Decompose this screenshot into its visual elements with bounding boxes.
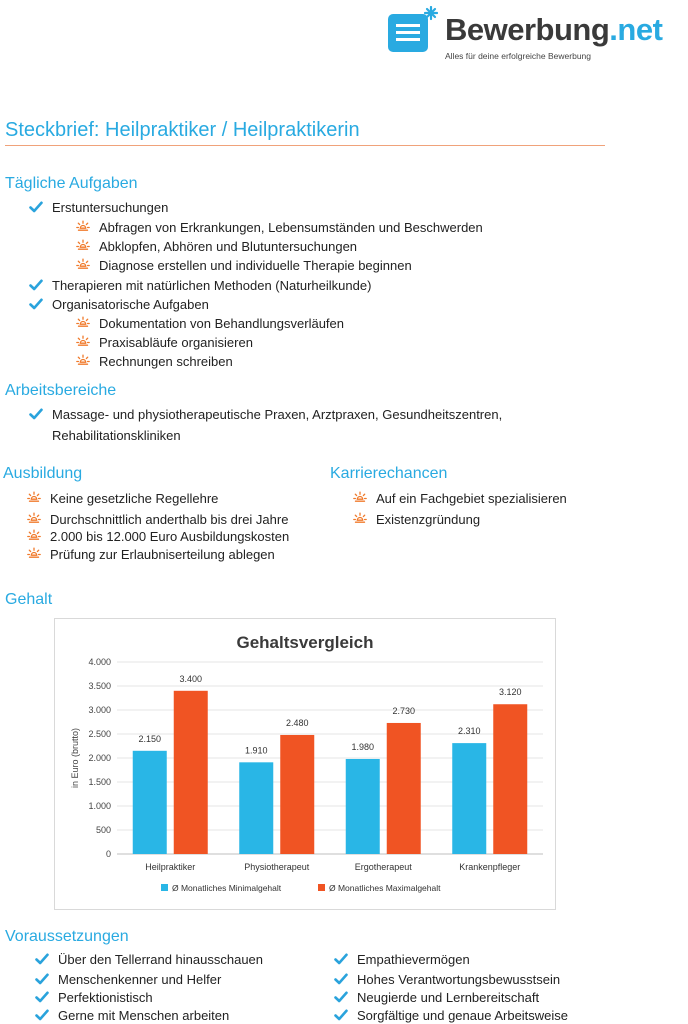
list-item (76, 314, 344, 332)
list-item (76, 333, 253, 351)
sun-bullet-icon (76, 220, 90, 234)
list-item-text: Therapieren mit natürlichen Methoden (Naturheilkunde) (52, 277, 372, 293)
list-item (334, 988, 539, 1006)
bar-min (133, 751, 167, 854)
list-item (35, 970, 221, 988)
checkmark-icon (35, 990, 49, 1004)
list-item (29, 295, 209, 313)
list-item-text: Über den Tellerrand hinausschauen (58, 951, 264, 967)
list-item (353, 489, 567, 507)
list-item (334, 970, 560, 988)
y-tick-label: 0 (105, 849, 111, 859)
sun-bullet-icon (76, 354, 90, 368)
sun-bullet-icon (76, 258, 90, 272)
list-item (76, 352, 233, 370)
brand-name: Bewerbung.net (445, 12, 663, 47)
page-title: Steckbrief: Heilpraktiker / Heilpraktikerin (5, 119, 360, 141)
y-axis-label: in Euro (brutto) (70, 727, 80, 789)
checkmark-icon (29, 200, 43, 214)
sun-bullet-icon (76, 335, 90, 349)
list-item-text: Sorgfältige und genaue Arbeitsweise (357, 1007, 569, 1023)
list-item (27, 545, 275, 563)
data-label: 1.980 (351, 741, 375, 752)
list-item-text: Dokumentation von Behandlungsverläufen (99, 315, 345, 331)
checkmark-icon (29, 278, 43, 292)
bar-min (239, 762, 273, 854)
list-item-text: Existenzgründung (376, 511, 481, 527)
y-tick-label: 3.500 (88, 681, 111, 691)
list-item (353, 510, 480, 528)
chart-title: Gehaltsvergleich (236, 633, 374, 652)
data-label: 2.730 (392, 705, 416, 716)
x-tick-label: Physiotherapeut (244, 862, 310, 872)
legend-swatch (318, 884, 325, 891)
list-item-text: Rechnungen schreiben (99, 353, 233, 369)
x-tick-label: Krankenpfleger (459, 862, 521, 872)
list-item (35, 988, 153, 1006)
sun-bullet-icon (76, 316, 90, 330)
bar-max (280, 735, 314, 854)
data-label: 2.150 (138, 733, 162, 744)
work-areas-heading: Arbeitsbereiche (5, 382, 117, 399)
legend-label: Ø Monatliches Maximalgehalt (329, 883, 441, 893)
list-item-text: Prüfung zur Erlaubniserteilung ablegen (50, 546, 275, 562)
title-divider (5, 145, 605, 146)
checkmark-icon (334, 952, 348, 966)
list-item-text: 2.000 bis 12.000 Euro Ausbildungskosten (50, 528, 290, 544)
y-tick-label: 500 (95, 825, 111, 835)
data-label: 3.400 (179, 673, 203, 684)
brand-logo-icon (388, 6, 438, 54)
list-item-text: Perfektionistisch (58, 989, 153, 1005)
checkmark-icon (29, 407, 43, 421)
sun-bullet-icon (27, 529, 41, 543)
sun-bullet-icon (27, 547, 41, 561)
sun-bullet-icon (27, 491, 41, 505)
list-item (76, 256, 412, 274)
data-label: 1.910 (244, 745, 268, 756)
list-item (27, 489, 218, 507)
daily-tasks-heading: Tägliche Aufgaben (5, 175, 138, 192)
list-item-text: Praxisabläufe organisieren (99, 334, 253, 350)
list-item-text: Erstuntersuchungen (52, 199, 169, 215)
career-heading: Karrierechancen (330, 465, 448, 482)
data-label: 3.120 (498, 687, 522, 698)
list-item (76, 218, 483, 236)
list-item (27, 510, 288, 528)
list-item (35, 1006, 229, 1024)
y-tick-label: 2.000 (88, 753, 111, 763)
list-item (76, 237, 357, 255)
checkmark-icon (35, 952, 49, 966)
list-item-text: Massage- und physiotherapeutische Praxen, Arztpraxen, Gesundheitszentren, (52, 406, 503, 422)
sun-bullet-icon (76, 239, 90, 253)
list-item-text: Empathievermögen (357, 951, 470, 967)
list-item (29, 198, 168, 216)
salary-chart-svg (55, 619, 555, 909)
bar-min (452, 743, 486, 854)
list-item-text: Keine gesetzliche Regellehre (50, 490, 219, 506)
list-item-text: Auf ein Fachgebiet spezialisieren (376, 490, 567, 506)
list-item (29, 405, 502, 423)
checkmark-icon (35, 972, 49, 986)
y-tick-label: 1.000 (88, 801, 111, 811)
checkmark-icon (334, 990, 348, 1004)
list-item (27, 527, 289, 545)
x-tick-label: Ergotherapeut (354, 862, 412, 872)
sun-bullet-icon (27, 512, 41, 526)
list-item-text: Diagnose erstellen und individuelle Therapie beginnen (99, 257, 412, 273)
data-label: 2.480 (285, 717, 309, 728)
list-item-text: Neugierde und Lernbereitschaft (357, 989, 540, 1005)
y-tick-label: 4.000 (88, 657, 111, 667)
list-item (334, 1006, 568, 1024)
brand-tagline: Alles für deine erfolgreiche Bewerbung (445, 51, 592, 61)
data-label: 2.310 (457, 726, 481, 737)
bar-max (174, 691, 208, 854)
list-item-text: Gerne mit Menschen arbeiten (58, 1007, 230, 1023)
education-heading: Ausbildung (3, 465, 83, 482)
salary-chart (54, 618, 556, 910)
sun-bullet-icon (353, 512, 367, 526)
list-item-text: Rehabilitationskliniken (52, 427, 181, 443)
list-item-text: Abklopfen, Abhören und Blutuntersuchungen (99, 238, 358, 254)
checkmark-icon (29, 297, 43, 311)
list-item-text: Organisatorische Aufgaben (52, 296, 209, 312)
bar-max (493, 704, 527, 854)
list-item-text: Durchschnittlich anderthalb bis drei Jahre (50, 511, 289, 527)
y-tick-label: 2.500 (88, 729, 111, 739)
list-item (334, 950, 470, 968)
list-item-text: Menschenkenner und Helfer (58, 971, 222, 987)
requirements-heading: Voraussetzungen (5, 928, 129, 945)
list-item (29, 276, 371, 294)
x-tick-label: Heilpraktiker (145, 862, 196, 872)
salary-heading: Gehalt (5, 591, 53, 608)
y-tick-label: 1.500 (88, 777, 111, 787)
legend-label: Ø Monatliches Minimalgehalt (172, 883, 282, 893)
bar-max (387, 723, 421, 854)
bar-min (346, 759, 380, 854)
y-tick-label: 3.000 (88, 705, 111, 715)
legend-swatch (161, 884, 168, 891)
list-item-text: Abfragen von Erkrankungen, Lebensumständen und Beschwerden (99, 219, 483, 235)
list-item (35, 950, 263, 968)
checkmark-icon (334, 972, 348, 986)
checkmark-icon (35, 1008, 49, 1022)
checkmark-icon (334, 1008, 348, 1022)
list-item-text: Hohes Verantwortungsbewusstsein (357, 971, 561, 987)
list-item-continuation (52, 426, 181, 444)
sun-bullet-icon (353, 491, 367, 505)
